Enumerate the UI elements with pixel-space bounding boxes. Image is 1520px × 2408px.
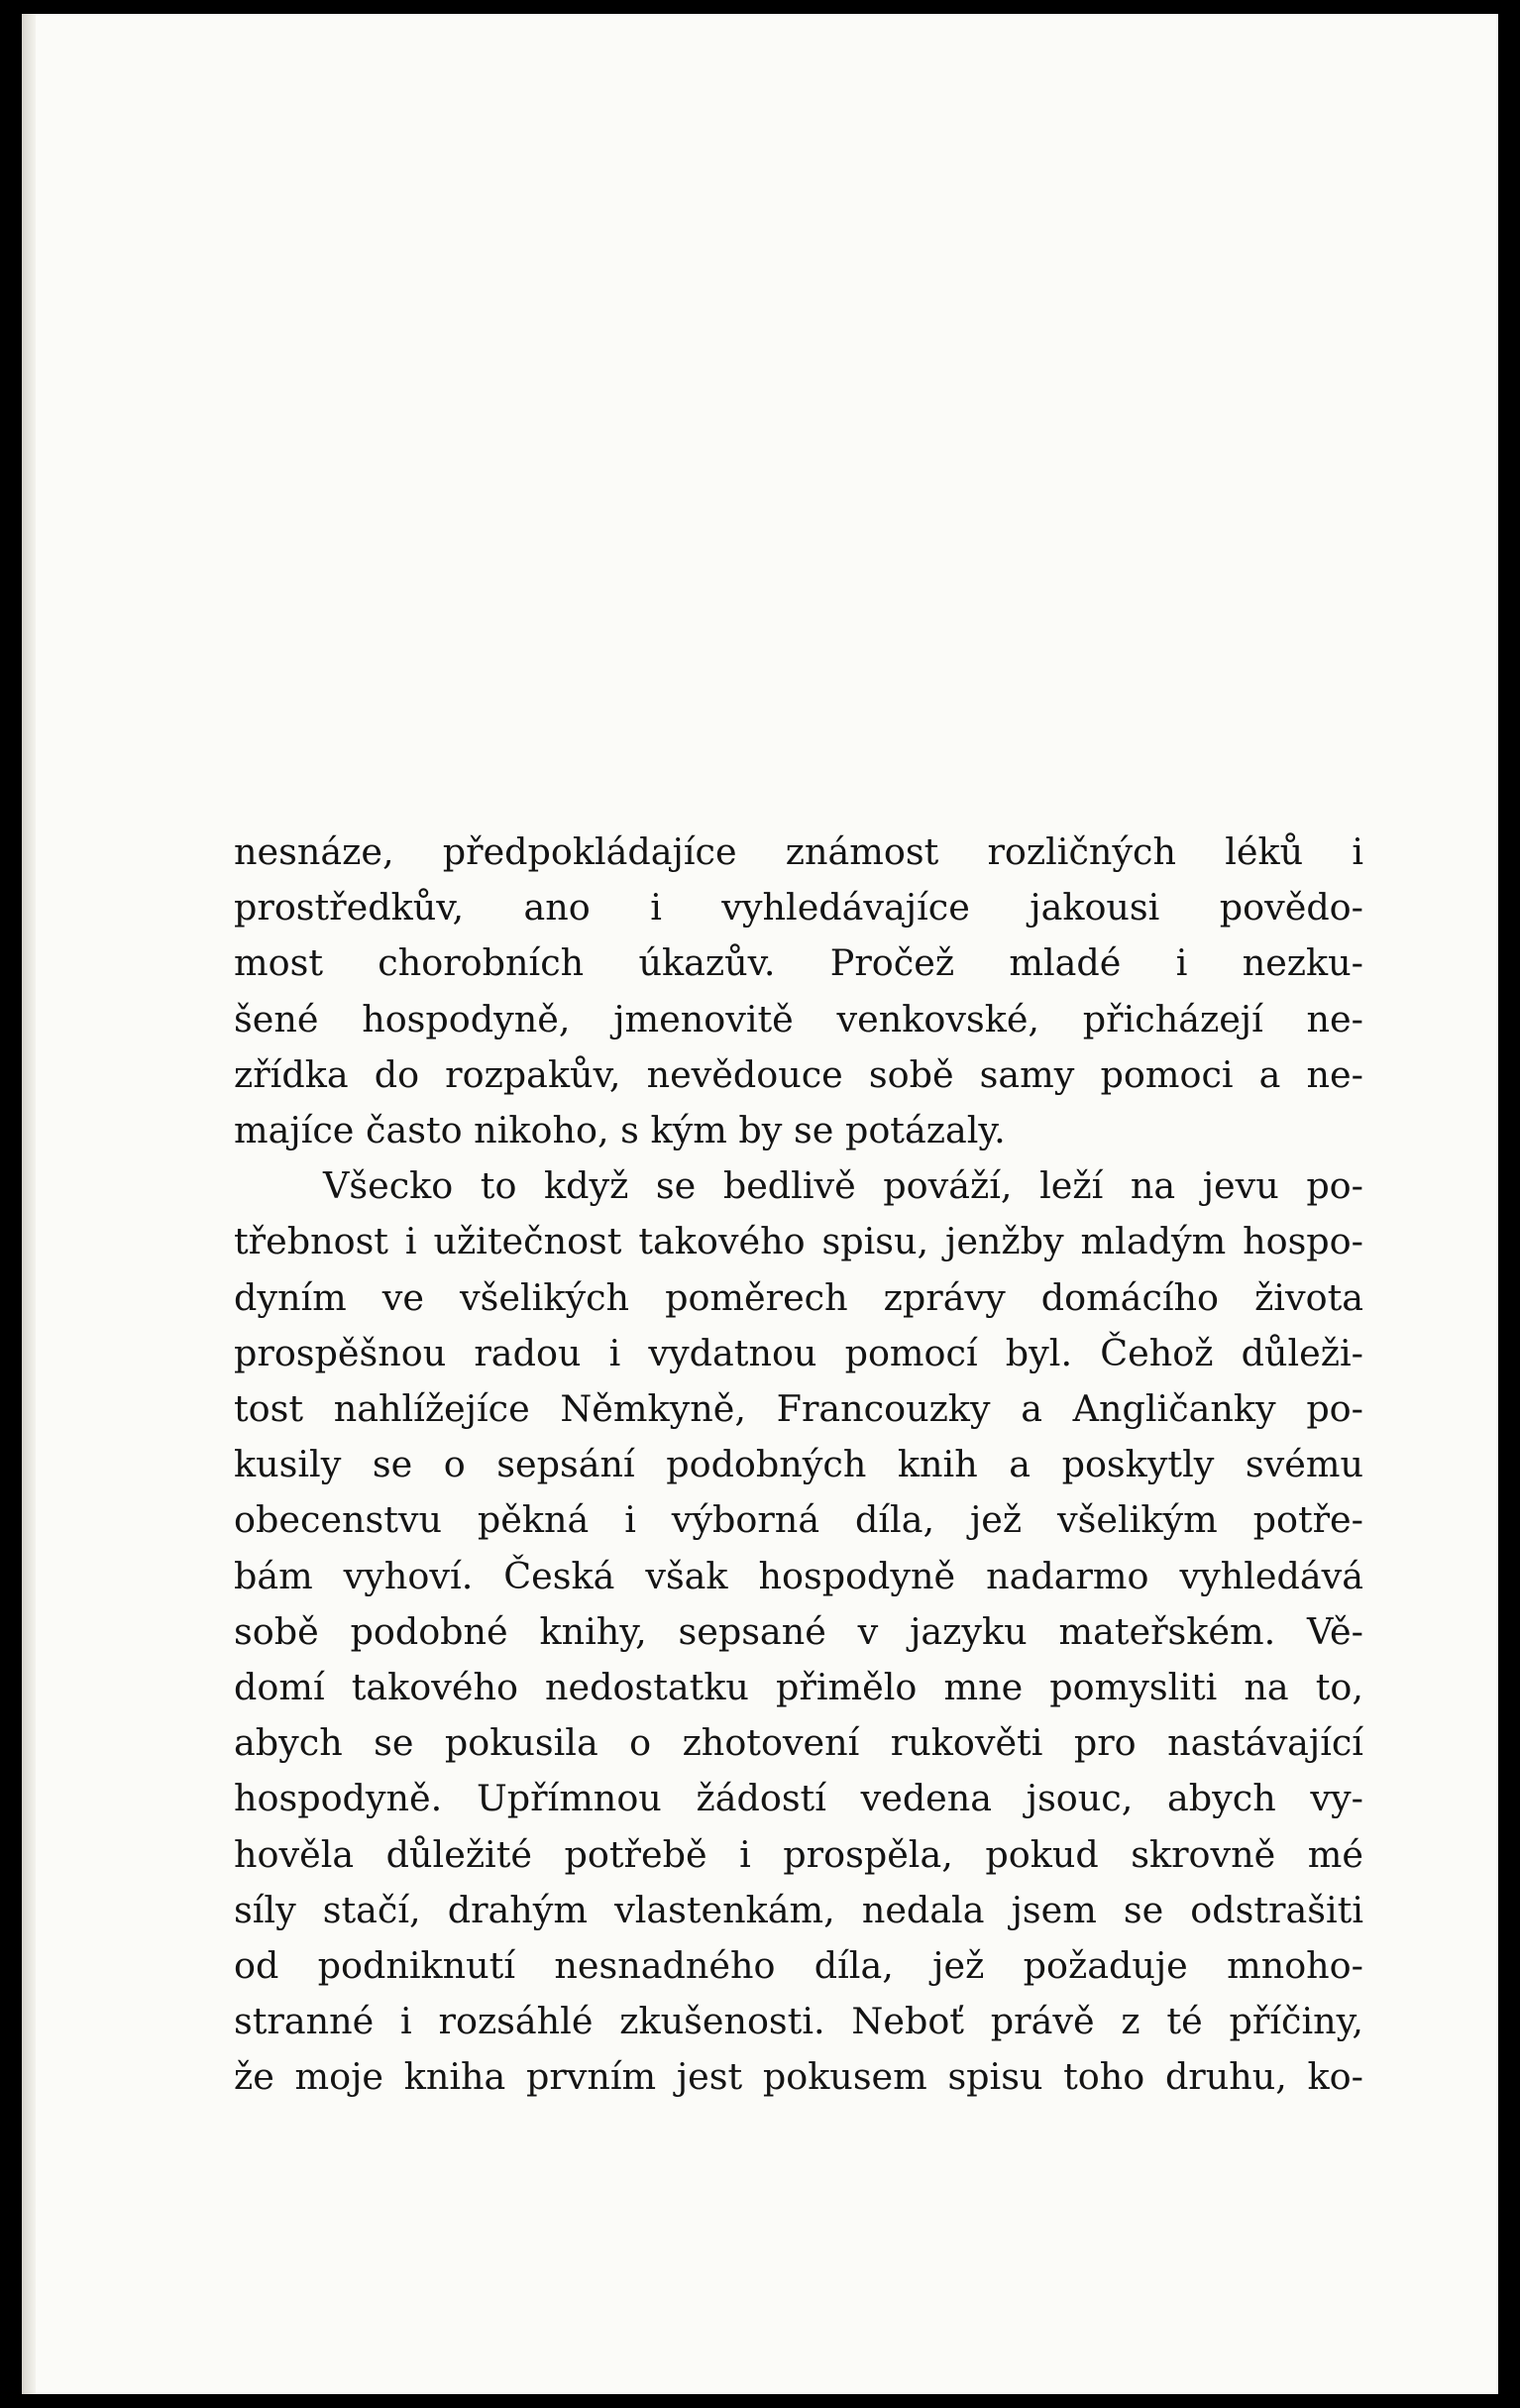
text-line-10: prospěšnou radou i vydatnou pomocí byl. Čehož důleži- (234, 1331, 1363, 1374)
text-line-7: Všecko to když se bedlivě pováží, leží na jevu po- (323, 1164, 1363, 1208)
text-line-14: bám vyhoví. Česká však hospodyně nadarmo vyhledává (234, 1554, 1363, 1597)
text-line-22: stranné i rozsáhlé zkušenosti. Neboť právě z té příčiny, (234, 2000, 1363, 2043)
text-line-4: šené hospodyně, jmenovitě venkovské, přicházejí ne- (234, 997, 1363, 1040)
body-text (234, 824, 1363, 2106)
book-page (22, 14, 1498, 2394)
text-line-1: nesnáze, předpokládajíce známost rozličných léků i (234, 830, 1363, 873)
text-line-21: od podniknutí nesnadného díla, jež požaduje mnoho- (234, 1944, 1363, 1988)
text-line-23: že moje kniha prvním jest pokusem spisu toho druhu, ko- (234, 2055, 1363, 2099)
text-line-2: prostředkův, ano i vyhledávajíce jakousi povědo- (234, 886, 1363, 930)
text-line-15: sobě podobné knihy, sepsané v jazyku mateřském. Vě- (234, 1609, 1363, 1653)
text-line-5: zřídka do rozpakův, nevědouce sobě samy pomoci a ne- (234, 1052, 1363, 1096)
text-line-9: dyním ve všelikých poměrech zprávy domácího života (234, 1275, 1363, 1319)
text-line-11: tost nahlížejíce Němkyně, Francouzky a Angličanky po- (234, 1387, 1363, 1431)
text-line-13: obecenstvu pěkná i výborná díla, jež všelikým potře- (234, 1498, 1363, 1542)
text-line-16: domí takového nedostatku přimělo mne pomysliti na to, (234, 1666, 1363, 1709)
text-line-12: kusily se o sepsání podobných knih a poskytly svému (234, 1443, 1363, 1486)
text-line-19: hověla důležité potřebě i prospěla, pokud skrovně mé (234, 1832, 1363, 1876)
text-line-20: síly stačí, drahým vlastenkám, nedala jsem se odstrašiti (234, 1888, 1363, 1931)
text-line-17: abych se pokusila o zhotovení rukověti pro nastávající (234, 1721, 1363, 1765)
text-line-8: třebnost i užitečnost takového spisu, jenžby mladým hospo- (234, 1220, 1363, 1263)
text-line-18: hospodyně. Upřímnou žádostí vedena jsouc, abych vy- (234, 1777, 1363, 1820)
text-line-6: majíce často nikoho, s kým by se potázaly. (234, 1109, 1006, 1152)
binding-edge (22, 14, 36, 2394)
text-line-3: most chorobních úkazův. Pročež mladé i nezku- (234, 941, 1363, 985)
